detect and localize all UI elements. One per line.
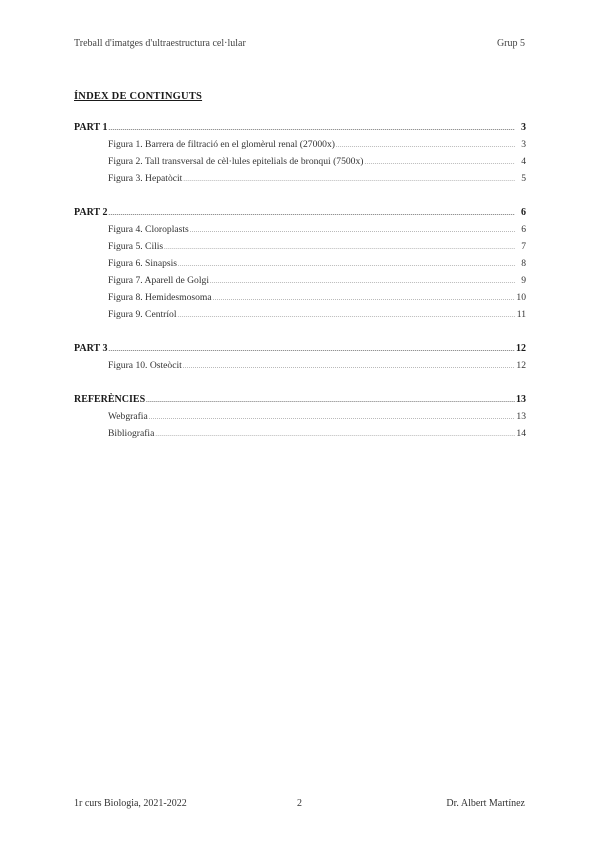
toc-item-page-number: 5 — [521, 173, 526, 184]
dot-leader — [108, 347, 515, 353]
toc-item-label: Bibliografia — [108, 428, 155, 439]
dot-leader — [155, 432, 515, 438]
toc-item[interactable] — [74, 428, 526, 445]
page-header — [74, 38, 525, 49]
toc-section-page-number: 3 — [521, 122, 526, 133]
toc-item[interactable] — [74, 309, 526, 326]
toc-section-page-number: 13 — [516, 394, 526, 405]
toc-item-label: Figura 9. Centríol — [108, 309, 177, 320]
dot-leader — [183, 177, 515, 183]
toc-item-label: Figura 6. Sinapsis — [108, 258, 178, 269]
toc-section[interactable] — [74, 343, 526, 360]
toc-section[interactable] — [74, 394, 526, 411]
dot-leader — [210, 279, 515, 285]
toc-item-page-number: 13 — [516, 411, 526, 422]
toc-item-label: Figura 7. Aparell de Golgi — [108, 275, 209, 286]
toc-title: ÍNDEX DE CONTINGUTS — [74, 91, 203, 102]
toc-section-label: REFERÈNCIES — [74, 394, 146, 405]
toc-item-page-number: 6 — [521, 224, 526, 235]
toc-item-page-number: 10 — [516, 292, 526, 303]
dot-leader — [336, 143, 515, 149]
toc-section-label: PART 1 — [74, 122, 108, 133]
dot-leader — [190, 228, 515, 234]
footer-author: Dr. Albert Martínez — [446, 798, 525, 809]
toc-item-label: Figura 2. Tall transversal de cèl·lules epitelials de bronqui (7500x) — [108, 156, 364, 167]
page-footer — [74, 798, 525, 809]
toc-item[interactable] — [74, 411, 526, 428]
dot-leader — [149, 415, 515, 421]
toc-spacer — [74, 190, 526, 207]
toc-item[interactable] — [74, 156, 526, 173]
header-group: Grup 5 — [496, 38, 525, 49]
toc-item-label: Figura 8. Hemidesmosoma — [108, 292, 212, 303]
toc-item-page-number: 12 — [516, 360, 526, 371]
toc-item[interactable] — [74, 360, 526, 377]
toc-section-label: PART 2 — [74, 207, 108, 218]
dot-leader — [178, 262, 515, 268]
toc-section-label: PART 3 — [74, 343, 108, 354]
toc-item-label: Figura 5. Cilis — [108, 241, 164, 252]
toc-item-label: Figura 10. Osteòcit — [108, 360, 182, 371]
toc-item[interactable] — [74, 241, 526, 258]
footer-course: 1r curs Biologia, 2021-2022 — [74, 798, 187, 809]
table-of-contents — [74, 122, 526, 445]
dot-leader — [177, 313, 515, 319]
dot-leader — [108, 211, 515, 217]
toc-item[interactable] — [74, 224, 526, 241]
toc-spacer — [74, 377, 526, 394]
toc-item-page-number: 11 — [516, 309, 526, 320]
dot-leader — [213, 296, 515, 302]
toc-item-label: Figura 3. Hepatòcit — [108, 173, 183, 184]
toc-item-label: Figura 1. Barrera de filtració en el glomèrul renal (27000x) — [108, 139, 335, 150]
page-number: 2 — [297, 798, 302, 809]
toc-item-page-number: 8 — [521, 258, 526, 269]
dot-leader — [164, 245, 515, 251]
toc-item[interactable] — [74, 275, 526, 292]
toc-item-page-number: 7 — [521, 241, 526, 252]
toc-item-page-number: 14 — [516, 428, 526, 439]
toc-section[interactable] — [74, 122, 526, 139]
toc-item-label: Figura 4. Cloroplasts — [108, 224, 189, 235]
toc-item-page-number: 9 — [521, 275, 526, 286]
toc-item[interactable] — [74, 173, 526, 190]
toc-item[interactable] — [74, 139, 526, 156]
toc-section-page-number: 12 — [516, 343, 526, 354]
toc-section-page-number: 6 — [521, 207, 526, 218]
toc-item[interactable] — [74, 292, 526, 309]
dot-leader — [364, 160, 515, 166]
toc-item-label: Webgrafia — [108, 411, 148, 422]
toc-spacer — [74, 326, 526, 343]
dot-leader — [108, 126, 515, 132]
toc-section[interactable] — [74, 207, 526, 224]
dot-leader — [183, 364, 515, 370]
toc-item[interactable] — [74, 258, 526, 275]
toc-item-page-number: 3 — [521, 139, 526, 150]
dot-leader — [146, 398, 515, 404]
header-title: Treball d'imatges d'ultraestructura cel·lular — [74, 38, 246, 49]
toc-item-page-number: 4 — [521, 156, 526, 167]
